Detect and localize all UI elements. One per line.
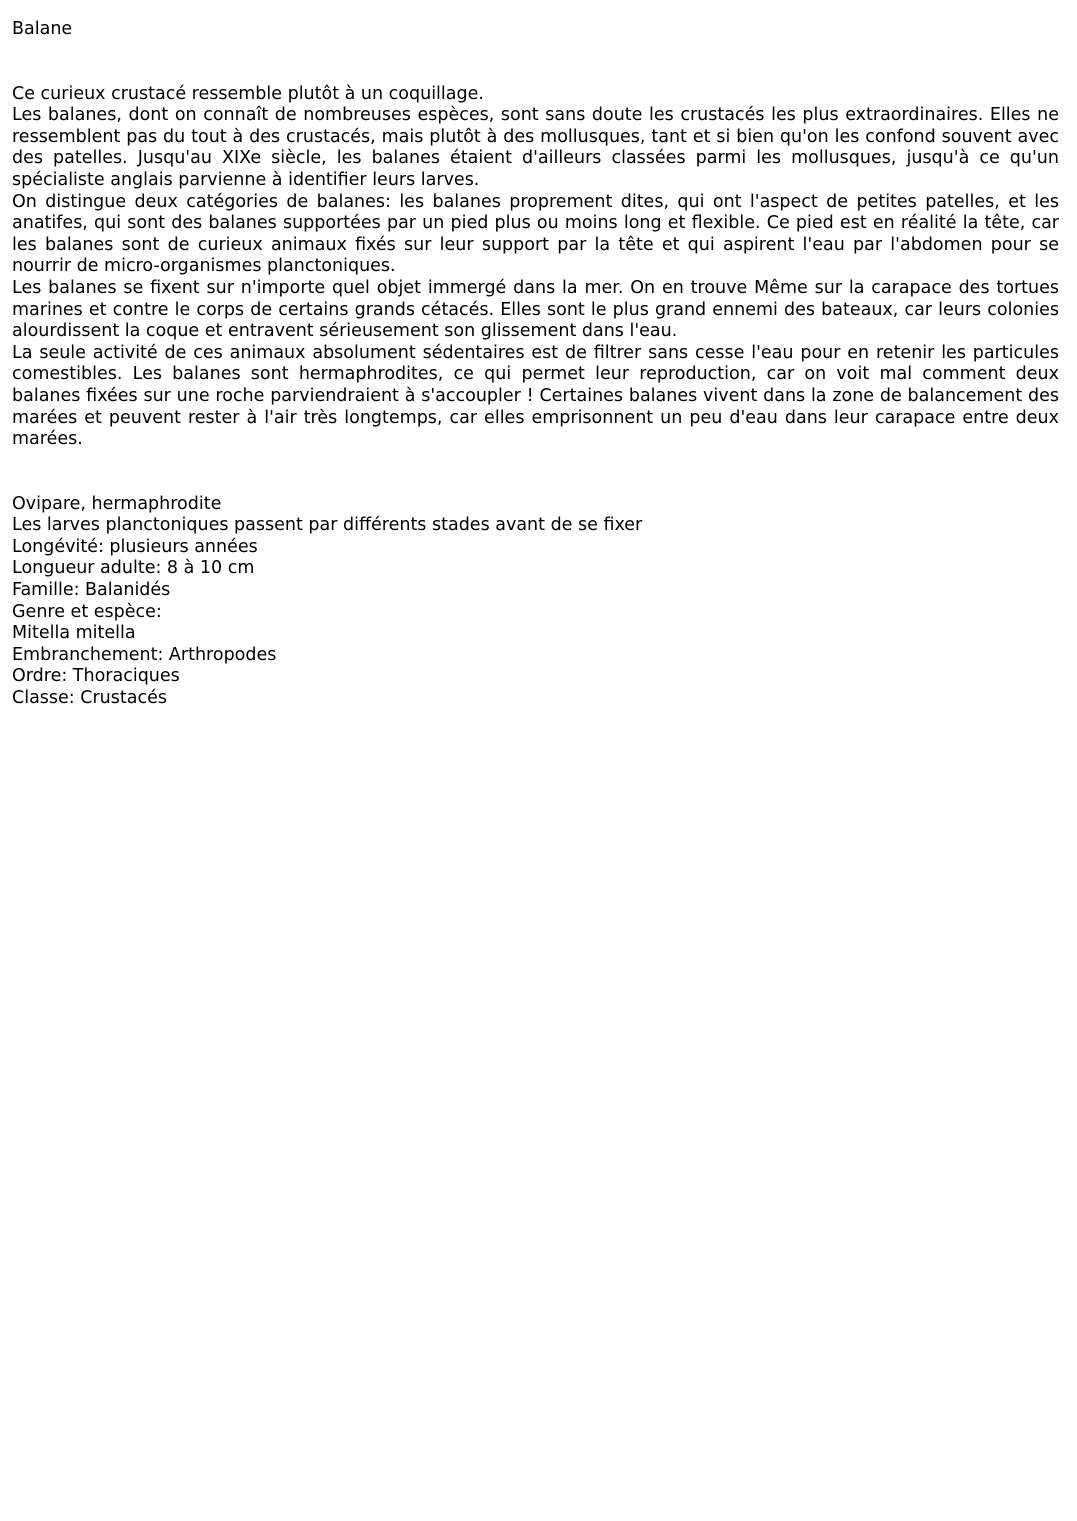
document-title: Balane [12,19,73,39]
fact-line: Famille: Balanidés [12,580,171,601]
description-paragraph: Les balanes, dont on connaît de nombreuses espèces, sont sans doute les crustacés les plus extraordinaires. Elles ne ressemblent pas du tout à des crustacés, mais plutôt à des mollusques, tant et si bien qu'on les confond souvent avec des patelles. Jusqu'au XIXe siècle, les balanes étaient d'ailleurs classées parmi les mollusques, jusqu'à ce qu'un spécialiste anglais parvienne à identifier leurs larves. [12,105,1059,190]
description-paragraph: La seule activité de ces animaux absolument sédentaires est de filtrer sans cesse l'eau pour en retenir les particules comestibles. Les balanes sont hermaphrodites, ce qui permet leur reproduction, car on voit mal comment deux balanes fixées sur une roche parviendraient à s'accoupler ! Certaines balanes vivent dans la zone de balancement des marées et peuvent rester à l'air très longtemps, car elles emprisonnent un peu d'eau dans leur carapace entre deux marées. [12,342,1059,450]
fact-line: Longueur adulte: 8 à 10 cm [12,558,255,579]
fact-line: Ovipare, hermaphrodite [12,493,222,514]
fact-line: Genre et espèce: [12,601,162,622]
fact-line: Mitella mitella [12,623,136,644]
facts-section [12,494,1059,710]
description-section [12,84,1059,451]
description-paragraph: Ce curieux crustacé ressemble plutôt à un coquillage. [12,83,484,104]
fact-line: Classe: Crustacés [12,688,167,709]
fact-line: Les larves planctoniques passent par différents stades avant de se fixer [12,515,643,536]
fact-line: Longévité: plusieurs années [12,536,258,557]
fact-line: Embranchement: Arthropodes [12,644,277,665]
description-paragraph: On distingue deux catégories de balanes: les balanes proprement dites, qui ont l'aspect de petites patelles, et les anatifes, qui sont des balanes supportées par un pied plus ou moins long et flexible. Ce pied est en réalité la tête, car les balanes sont de curieux animaux fixés sur leur support par la tête et qui aspirent l'eau par l'abdomen pour se nourrir de micro-organismes planctoniques. [12,191,1059,277]
fact-line: Ordre: Thoraciques [12,666,180,687]
document-page [12,19,1059,710]
description-paragraph: Les balanes se fixent sur n'importe quel objet immergé dans la mer. On en trouve Même sur la carapace des tortues marines et contre le corps de certains grands cétacés. Elles sont le plus grand ennemi des bateaux, car leurs colonies alourdissent la coque et entravent sérieusement son glissement dans l'eau. [12,277,1059,342]
